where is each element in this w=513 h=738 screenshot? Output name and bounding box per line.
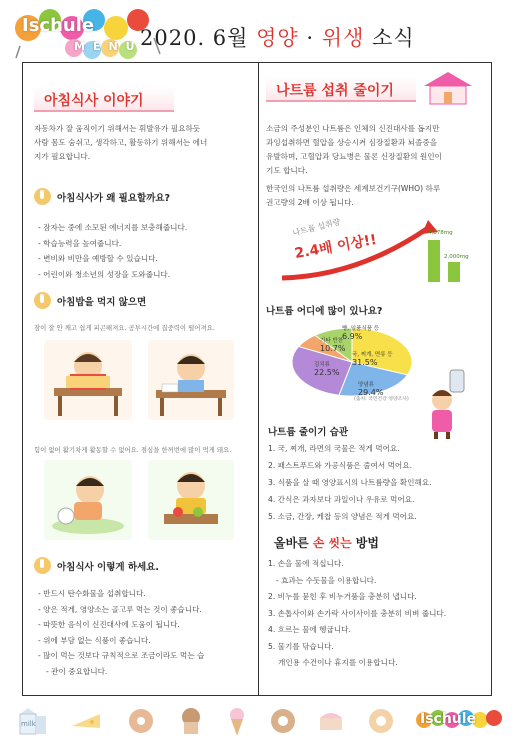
pie-label-text: 기타 반찬: [320, 338, 344, 344]
skip-heading-text: 아침밥을 먹지 않으면: [57, 296, 147, 308]
intro-line: 소금의 주성분인 나트륨은 인체의 신진대사를 돕지만: [266, 124, 440, 133]
ice-cream-icon: [226, 706, 248, 738]
donut-icon: [126, 706, 156, 738]
bar-value-1: 4,878mg: [428, 230, 453, 236]
cookie-icon: [268, 706, 298, 738]
handwash-heading-a: 올바른: [274, 536, 309, 550]
ischule-footer-logo: [416, 704, 506, 738]
list-item: 4. 흐르는 물에 헹굽니다.: [268, 625, 351, 634]
breakfast-banner: [34, 86, 174, 112]
list-item: - 변비와 비만을 예방할 수 있습니다.: [38, 251, 187, 267]
how-heading: [34, 557, 159, 574]
list-item: - 잠자는 중에 소모된 에너지를 보충해줍니다.: [38, 220, 187, 236]
footer-logo-text: Ischule: [420, 711, 477, 727]
hand-one-icon: [34, 188, 51, 205]
sodium-intro-2: [266, 182, 440, 210]
intro-line: 자동차가 잘 움직이기 위해서는 휘발유가 필요하듯: [34, 124, 201, 133]
title-separator: ·: [306, 26, 315, 50]
sodium-intake-graphic: [278, 218, 474, 286]
muffin-icon: [178, 706, 204, 738]
flower-cookie-icon: [366, 706, 396, 738]
list-item: 1. 국, 찌개, 라면의 국물은 적게 먹어요.: [268, 444, 400, 453]
where-heading: [266, 303, 382, 317]
pie-label-bread: [342, 324, 379, 341]
list-item: - 반드시 탄수화물을 섭취합니다.: [38, 586, 204, 602]
cake-icon: [316, 706, 346, 738]
logo-text: Ischule: [22, 15, 95, 36]
skip-caption-2: 힘이 없어 활기차게 활동할 수 없어요. 점심을 한꺼번에 많이 먹게 돼요.: [34, 446, 232, 454]
why-heading-text: 아침식사가 왜 필요할까요?: [57, 192, 171, 204]
bar-value-2: 2,000mg: [444, 254, 469, 260]
arrow-label: 나트륨 섭취량: [291, 217, 342, 238]
pie-label-text: 김치류: [314, 362, 330, 368]
list-item: - 위에 부담 없는 식품이 좋습니다.: [38, 633, 204, 649]
list-item: - 어린이와 청소년의 성장을 도와줍니다.: [38, 267, 187, 283]
breakfast-intro: [34, 122, 207, 164]
pie-label-soup: [352, 350, 393, 367]
list-item: - 많이 먹는 것보다 규칙적으로 조금이라도 먹는 습: [38, 648, 204, 664]
big-label: 2.4배 이상!!: [293, 231, 378, 263]
footer: [0, 700, 513, 738]
tired-child-illustration: [44, 460, 132, 540]
intro-line: 권고량의 2배 이상 됩니다.: [266, 198, 354, 207]
pie-label-text: 빵, 일품식품 등: [342, 326, 380, 332]
sodium-sources-pie: [290, 322, 420, 404]
list-item: - 따뜻한 음식이 신진대사에 도움이 됩니다.: [38, 617, 204, 633]
pie-label-text: 국, 찌개, 면류 등: [352, 352, 393, 358]
intro-line: 기도 합니다.: [266, 166, 308, 175]
how-heading-text: 아침식사 이렇게 하세요.: [57, 561, 159, 573]
title-news: 소식: [372, 26, 415, 50]
handwash-heading-hl: 손 씻는: [312, 536, 352, 550]
list-item: - 양은 적게, 영양소는 골고루 먹는 것이 좋습니다.: [38, 602, 204, 618]
pie-value: 22.5%: [314, 368, 340, 377]
header: [0, 0, 513, 62]
cheese-icon: [70, 706, 104, 736]
pie-value: 10.7%: [320, 344, 346, 353]
list-item: 1. 손을 물에 적십니다.: [268, 559, 344, 568]
hand-two-icon: [34, 292, 51, 309]
pie-value: 31.5%: [352, 358, 378, 367]
intro-line: 지가 필요합니다.: [34, 152, 91, 161]
milk-carton-icon: [14, 706, 48, 738]
list-item: - 효과는 수돗물을 이용합니다.: [276, 575, 377, 585]
milk-label: milk: [21, 720, 36, 728]
hand-three-icon: [34, 557, 51, 574]
list-item: 5. 소금, 간장, 케찹 등의 양념은 적게 먹어요.: [268, 512, 417, 521]
logo-sub: MENU: [74, 40, 143, 53]
page-title: [140, 22, 415, 52]
list-item: 2. 패스트푸드와 가공식품은 줄여서 먹어요.: [268, 461, 413, 470]
handwash-heading-b: 방법: [355, 536, 379, 550]
intro-line: 사람 몸도 숨쉬고, 생각하고, 활동하기 위해서는 에너: [34, 138, 208, 147]
house-icon: [420, 70, 476, 110]
list-item: 개인용 수건이나 휴지를 이용합니다.: [278, 658, 398, 667]
how-list: [38, 586, 204, 679]
list-item: 2. 비누를 묻힌 후 비누거품을 충분히 냅니다.: [268, 592, 417, 601]
pie-label-text: 양념류: [358, 382, 374, 388]
list-item: 5. 물기를 닦습니다.: [268, 641, 334, 651]
intro-line: 과잉섭취하면 혈압을 상승시켜 심장질환과 뇌졸중을: [266, 138, 438, 147]
overeating-child-illustration: [148, 460, 234, 540]
where-heading-text: 나트륨 어디에 많이 있나요?: [266, 306, 383, 317]
list-item: 4. 간식은 과자보다 과일이나 우유로 먹어요.: [268, 495, 415, 504]
sodium-banner-title: 나트륨 섭취 줄이기: [276, 83, 394, 99]
list-item: - 학습능력을 높여줍니다.: [38, 236, 187, 252]
pie-value: 6.9%: [342, 332, 363, 341]
list-item: 3. 식품을 살 때 영양표시의 나트륨량을 확인해요.: [268, 478, 432, 487]
list-item: 3. 손톱사이와 손가락 사이사이를 충분히 비벼 줍니다.: [268, 608, 447, 618]
title-date: 2020. 6월: [140, 26, 249, 50]
distracted-student-illustration: [148, 340, 234, 420]
list-item: - 관이 중요합니다.: [38, 664, 204, 680]
habits-heading: [268, 424, 348, 438]
intro-line: 유발하며, 고혈압과 당뇨병은 물론 신장질환의 원인이: [266, 152, 442, 161]
pie-label-sidedish: [320, 336, 345, 353]
habits-list: [268, 440, 432, 525]
why-heading: [34, 188, 170, 205]
intro-line: 한국인의 나트륨 섭취량은 세계보건기구(WHO) 하루: [266, 184, 441, 193]
sleepy-reading-illustration: [44, 340, 132, 420]
sodium-banner: [266, 76, 416, 102]
title-nutrition: 영양: [256, 26, 299, 50]
column-divider: [258, 62, 259, 696]
why-list: [38, 220, 187, 282]
skip-caption-1: 잠이 잘 안 깨고 쉽게 피곤해져요. 공부시간에 집중력이 떨어져요.: [34, 324, 215, 332]
sodium-intro: [266, 122, 442, 178]
title-hygiene: 위생: [321, 26, 365, 50]
handwash-heading: [274, 534, 379, 551]
pie-source-note: (출처: 국민건강 영양조사): [354, 397, 409, 402]
pie-value: 29.4%: [358, 388, 384, 397]
skip-heading: [34, 292, 146, 309]
handwash-list: [268, 556, 446, 672]
habits-heading-text: 나트륨 줄이기 습관: [268, 427, 349, 438]
pie-label-kimchi: [314, 360, 339, 377]
breakfast-banner-title: 아침식사 이야기: [44, 93, 144, 109]
salt-shaker-illustration: [424, 368, 468, 444]
